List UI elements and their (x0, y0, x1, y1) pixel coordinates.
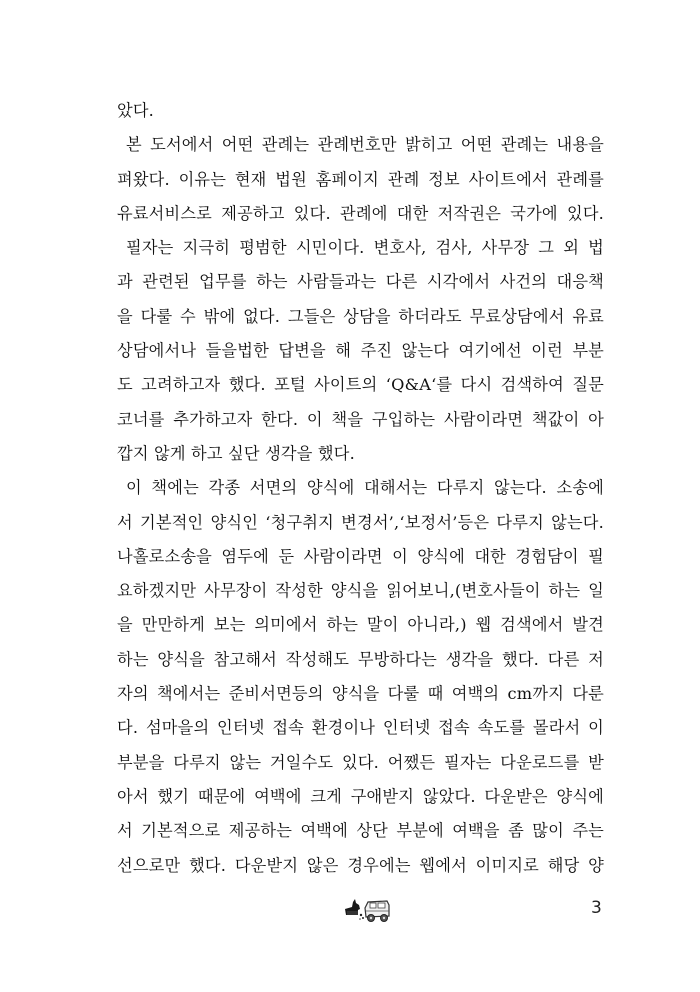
text-line: 펴왔다. 이유는 현재 법원 홈페이지 관례 정보 사이트에서 관례를 (117, 169, 604, 189)
text-line: 부분을 다루지 않는 거일수도 있다. 어쨌든 필자는 다운로드를 받 (117, 752, 604, 772)
text-line: 과 관련된 업무를 하는 사람들과는 다른 시각에서 사건의 대응책 (117, 272, 604, 292)
text-line: 을 다룰 수 밖에 없다. 그들은 상담을 하더라도 무료상담에서 유료 (117, 306, 604, 326)
text-line: 하는 양식을 참고해서 작성해도 무방하다는 생각을 했다. 다른 저 (117, 649, 604, 669)
text-line: 요하겠지만 사무장이 작성한 양식을 읽어보니,(변호사들이 하는 일 (117, 581, 604, 601)
text-line: 나홀로소송을 염두에 둔 사람이라면 이 양식에 대한 경험담이 필 (117, 546, 604, 566)
text-line: 았다. (117, 101, 155, 120)
text-line: 서 기본적인 양식인 ‘청구취지 변경서’,‘보정서’등은 다루지 않는다. (117, 512, 604, 532)
text-line: 유료서비스로 제공하고 있다. 관례에 대한 저작권은 국가에 있다. (117, 203, 604, 223)
car-and-firefighter-logo-icon (342, 896, 392, 924)
text-line: 본 도서에서 어떤 관례는 관례번호만 밝히고 어떤 관례는 내용을 (126, 135, 604, 155)
body-text (117, 94, 604, 883)
text-line: 아서 했기 때문에 여백에 크게 구애받지 않았다. 다운받은 양식에 (117, 786, 604, 806)
text-line: 코너를 추가하고자 한다. 이 책을 구입하는 사람이라면 책값이 아 (117, 409, 604, 429)
text-line: 이 책에는 각종 서면의 양식에 대해서는 다루지 않는다. 소송에 (126, 478, 604, 498)
text-line: 도 고려하고자 했다. 포털 사이트의 ‘Q&A‘를 다시 검색하여 질문 (117, 375, 604, 395)
text-line: 서 기본적으로 제공하는 여백에 상단 부분에 여백을 좀 많이 주는 (117, 821, 604, 841)
text-line: 을 만만하게 보는 의미에서 하는 말이 아니라,) 웹 검색에서 발견 (117, 615, 604, 635)
text-line: 깝지 않게 하고 싶단 생각을 했다. (117, 443, 355, 463)
text-line: 필자는 지극히 평범한 시민이다. 변호사, 검사, 사무장 그 외 법 (126, 238, 604, 258)
text-line: 다. 섬마을의 인터넷 접속 환경이나 인터넷 접속 속도를 몰라서 이 (117, 718, 604, 738)
text-line: 자의 책에서는 준비서면등의 양식을 다룰 때 여백의 cm까지 다룬 (117, 684, 604, 704)
text-line: 선으로만 했다. 다운받지 않은 경우에는 웹에서 이미지로 해당 양 (117, 855, 604, 875)
text-line: 상담에서나 들을법한 답변을 해 주진 않는다 여기에선 이런 부분 (117, 341, 604, 361)
page-number: 3 (591, 898, 602, 918)
